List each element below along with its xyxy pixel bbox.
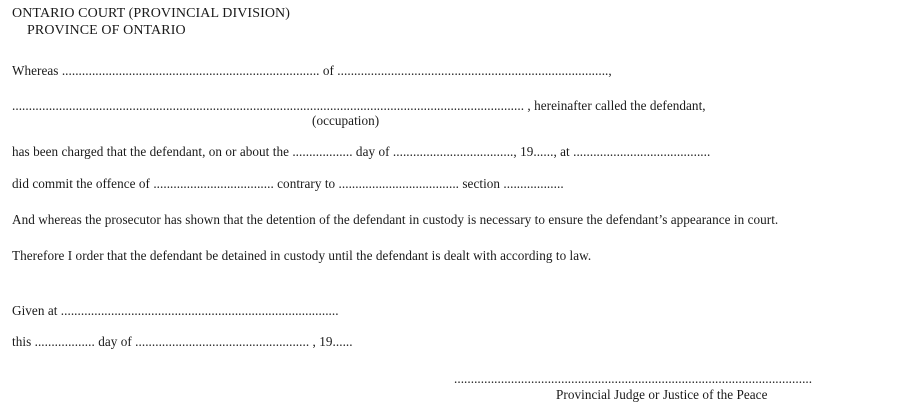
this-day-line: this .................. day of .................................................... , 19......: [12, 334, 353, 349]
order-paragraph: Therefore I order that the defendant be detained in custody until the defendant is dealt with according to law.: [12, 248, 592, 263]
court-title: ONTARIO COURT (PROVINCIAL DIVISION): [12, 6, 291, 21]
occupation-label: (occupation): [312, 113, 380, 128]
charged-line: has been charged that the defendant, on or about the .................. day of ...................................., 19......, at .........................................: [12, 144, 711, 159]
offence-line: did commit the offence of .................................... contrary to .................................... section ..................: [12, 176, 564, 191]
prosecutor-paragraph: And whereas the prosecutor has shown that the detention of the defendant in custody is necessary to ensure the defendant’s appearance in court.: [12, 212, 779, 227]
whereas-line: Whereas ............................................................................. of .................................................................................,: [12, 63, 612, 78]
province-title: PROVINCE OF ONTARIO: [27, 23, 186, 38]
signature-line: ...........................................................................................................: [454, 371, 813, 386]
given-at-line: Given at ...................................................................................: [12, 303, 339, 318]
defendant-line: ......................................................................................................................................................... , hereinafter called the defendant,: [12, 98, 706, 113]
signature-label: Provincial Judge or Justice of the Peace: [556, 387, 768, 402]
